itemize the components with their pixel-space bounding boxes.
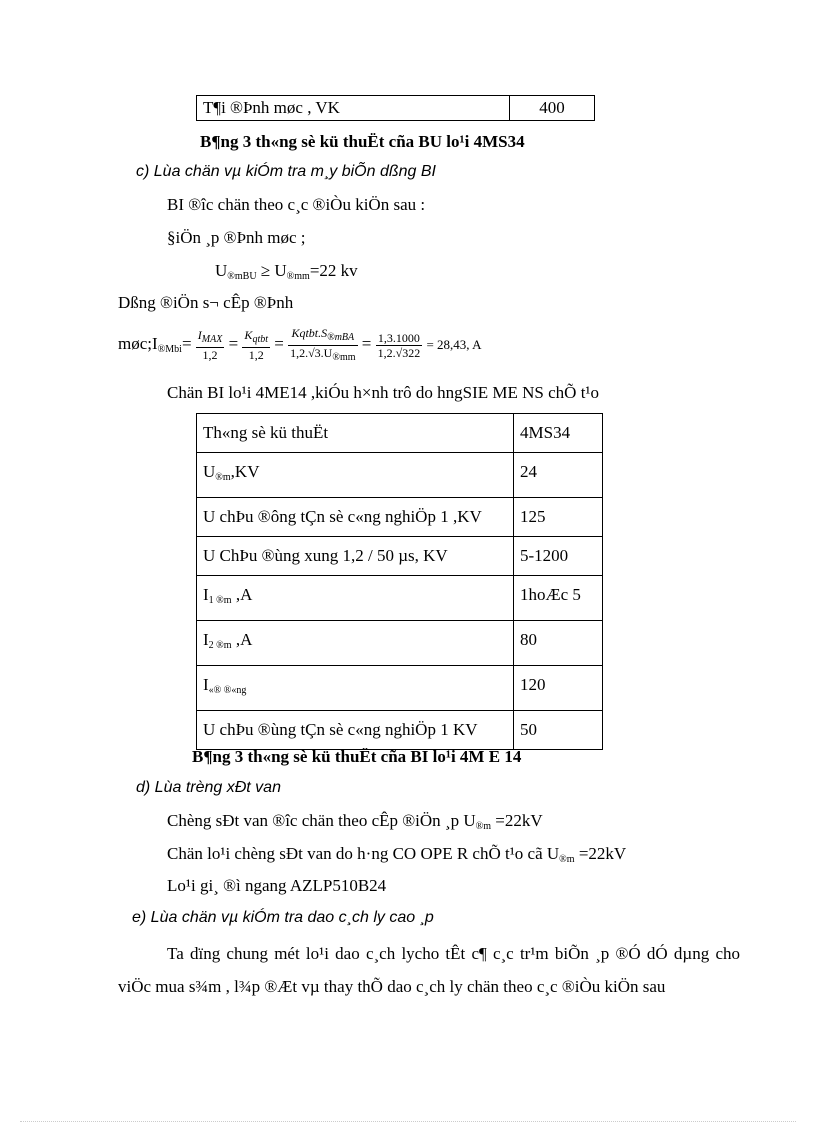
paragraph-disconnector: Ta dïng chung mét lo¹i dao c¸ch lycho tÊt c¶ c¸c tr¹m biÕn ¸p ®Ó dÓ dµng cho viÖc mua s¾m , l¾p ®Æt vµ thay thÕ dao c¸ch ly chän theo c¸c ®iÒu kiÖn sau — [118, 944, 740, 996]
top-spec-table — [196, 95, 595, 121]
paragraph-rated-voltage: §iÖn ¸p ®Þnh møc ; — [167, 228, 306, 247]
top-table-label: T¶i ®Þnh møc , VK — [203, 98, 340, 117]
table-cell: $I_{«® ®«ng}$ — [197, 666, 514, 711]
table-cell: 80 — [514, 621, 603, 666]
bi-spec-table — [196, 413, 603, 750]
caption-bi-table: B¶ng 3 th«ng sè kü thuËt cña BI lo¹i 4M E 14 — [192, 747, 522, 766]
table-cell: 125 — [514, 498, 603, 537]
table-row — [197, 621, 603, 666]
table-row — [197, 711, 603, 750]
table-cell: $I_{1 ®m}$ ,A — [197, 576, 514, 621]
table-cell: U chÞu ®ùng tÇn sè c«ng nghiÖp 1 KV — [197, 711, 514, 750]
table-cell: 5-1200 — [514, 537, 603, 576]
table-cell: 24 — [514, 453, 603, 498]
table-cell: U ChÞu ®ùng xung 1,2 / 50 µs, KV — [197, 537, 514, 576]
paragraph-arrester-2: Chän lo¹i chèng sÐt van do h·ng CO OPE R chÕ t¹o cã $U_{®m} =22kV$ — [167, 844, 627, 865]
formula-voltage: $U_{®mBU} \ge U_{®mm}=22$ kv — [215, 261, 358, 282]
table-cell: 120 — [514, 666, 603, 711]
page-bottom-rule — [20, 1121, 796, 1122]
table-cell: $I_{2 ®m}$ ,A — [197, 621, 514, 666]
table-row — [197, 96, 595, 121]
heading-c: c) Lùa chän vµ kiÓm tra m¸y biÕn dßng BI — [136, 163, 436, 180]
fraction-4: $\frac{1,3.1000}{1,2.√322}$ — [377, 330, 421, 360]
paragraph-choose-bi: Chän BI lo¹i 4ME14 ,kiÓu h×nh trô do hngSIE ME NS chÕ t¹o — [167, 383, 600, 402]
fraction-3: $\frac{Kqtbt.S_{®mBA}}{1,2.√3.U_{®mm}}$ — [290, 325, 356, 363]
caption-bu-table: B¶ng 3 th«ng sè kü thuËt cña BU lo¹i 4MS34 — [200, 132, 525, 151]
table-header-cell: 4MS34 — [514, 414, 603, 453]
fraction-1: $\frac{I_{MAX}}{1,2}$ — [197, 328, 223, 363]
table-cell — [510, 96, 595, 121]
formula-current: $møc;I_{®Mbi}=$ $\frac{I_{MAX}}{1,2}$ = $\frac{K_{qtbt}}{1,2}$ = $\frac{Kqtbt.S_{®mBA}}{1,2.√3.U_{®mm}}$ = $\frac{1,3.1000}{1,2.√322}$ = 28,43, A — [118, 325, 482, 363]
table-cell: 1hoÆc 5 — [514, 576, 603, 621]
paragraph-arrester-1: Chèng sÐt van ®îc chän theo cÊp ®iÖn ¸p $U_{®m} =22kV$ — [167, 811, 543, 832]
fraction-2: $\frac{K_{qtbt}}{1,2}$ — [244, 328, 268, 363]
table-cell — [197, 96, 510, 121]
table-row — [197, 453, 603, 498]
table-row — [197, 666, 603, 711]
table-header-cell: Th«ng sè kü thuËt — [197, 414, 514, 453]
table-row — [197, 414, 603, 453]
paragraph-current-line1: Dßng ®iÖn s¬ cÊp ®Þnh — [118, 293, 294, 312]
table-row — [197, 537, 603, 576]
table-cell: $U_{®m},KV$ — [197, 453, 514, 498]
paragraph-bi-chosen: BI ®îc chän theo c¸c ®iÒu kiÖn sau : — [167, 195, 426, 214]
top-table-value: 400 — [539, 98, 565, 117]
table-row — [197, 576, 603, 621]
table-cell: 50 — [514, 711, 603, 750]
table-cell: U chÞu ®ông tÇn sè c«ng nghiÖp 1 ,KV — [197, 498, 514, 537]
table-row — [197, 498, 603, 537]
heading-e: e) Lùa chän vµ kiÓm tra dao c¸ch ly cao ¸p — [132, 909, 434, 926]
paragraph-arrester-3: Lo¹i gi¸ ®ì ngang AZLP510B24 — [167, 876, 387, 895]
heading-d: d) Lùa trèng xÐt van — [136, 779, 281, 796]
